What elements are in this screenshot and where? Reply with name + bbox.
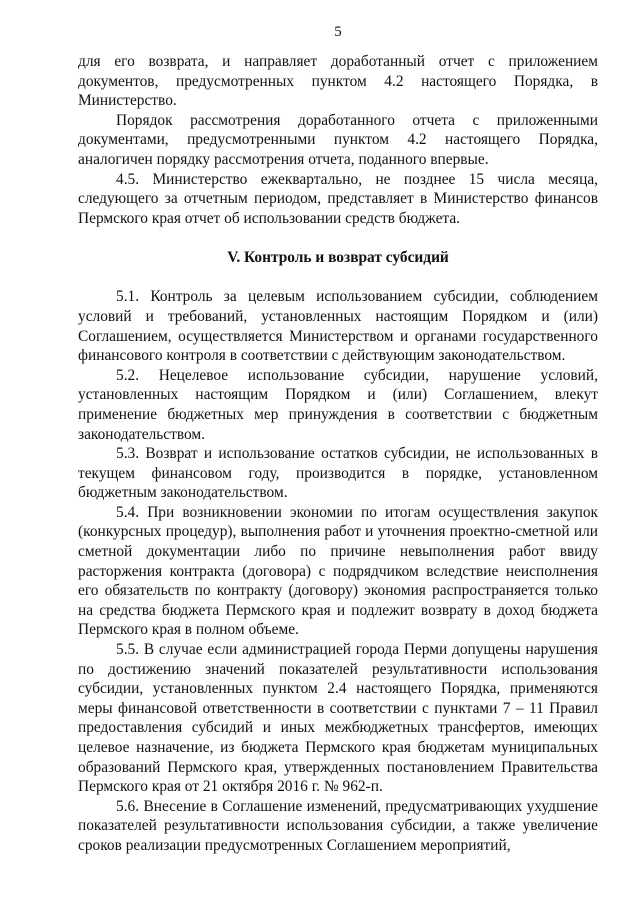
document-page: [78, 22, 598, 856]
paragraphs-after-heading: [78, 287, 598, 855]
paragraph-5-2: 5.2. Нецелевое использование субсидии, нарушение условий, установленных настоящим Порядком и (или) Соглашением, влекут применение бюджетных мер принуждения в соответствии с бюджетным законодательством.: [78, 366, 598, 443]
paragraph-review-procedure: Порядок рассмотрения доработанного отчета с приложенными документами, предусмотренными пунктом 4.2 настоящего Порядка, аналогичен порядку рассмотрения отчета, поданного впервые.: [78, 111, 598, 168]
page-number: 5: [334, 24, 342, 40]
section-heading: V. Контроль и возврат субсидий: [227, 249, 449, 267]
paragraph-5-1: 5.1. Контроль за целевым использованием субсидии, соблюдением условий и требований, установленных настоящим Порядком и (или) Соглашением, осуществляется Министерством и органами государственного финансового контроля в соответствии с действующим законодательством.: [78, 288, 598, 365]
paragraph-continuation: для его возврата, и направляет доработанный отчет с приложением документов, предусмотренных пунктом 4.2 настоящего Порядка, в Министерство.: [78, 53, 598, 110]
paragraph-5-5: 5.5. В случае если администрацией города Перми допущены нарушения по достижению значений показателей результативности использования субсидии, установленных пунктом 2.4 настоящего Порядка, применяются меры финансовой ответственности в соответствии с пунктами 7 – 11 Правил предоставления субсидий и иных межбюджетных трансфертов, имеющих целевое назначение, из бюджета Пермского края бюджетам муниципальных образований Пермского края, утвержденных постановлением Правительства Пермского края от 21 октября 2016 г. № 962-п.: [78, 641, 598, 796]
paragraph-5-4: 5.4. При возникновении экономии по итогам осуществления закупок (конкурсных процедур), выполнения работ и уточнения проектно-сметной или сметной документации либо по причине невыполнения работ ввиду расторжения контракта (договора) с подрядчиком вследствие неисполнения его обязательств по контракту (договору) экономия распространяется только на средства бюджета Пермского края и подлежит возврату в доход бюджета Пермского края в полном объеме.: [78, 503, 598, 639]
paragraph-4-5: 4.5. Министерство ежеквартально, не позднее 15 числа месяца, следующего за отчетным периодом, представляет в Министерство финансов Пермского края отчет об использовании средств бюджета.: [78, 170, 598, 227]
paragraph-5-6: 5.6. Внесение в Соглашение изменений, предусматривающих ухудшение показателей результативности использования субсидии, а также увеличение сроков реализации предусмотренных Соглашением мероприятий,: [78, 797, 598, 854]
paragraph-5-3: 5.3. Возврат и использование остатков субсидии, не использованных в текущем финансовом году, производится в порядке, установленном бюджетным законодательством.: [78, 445, 598, 502]
paragraphs-before-heading: [78, 52, 598, 228]
